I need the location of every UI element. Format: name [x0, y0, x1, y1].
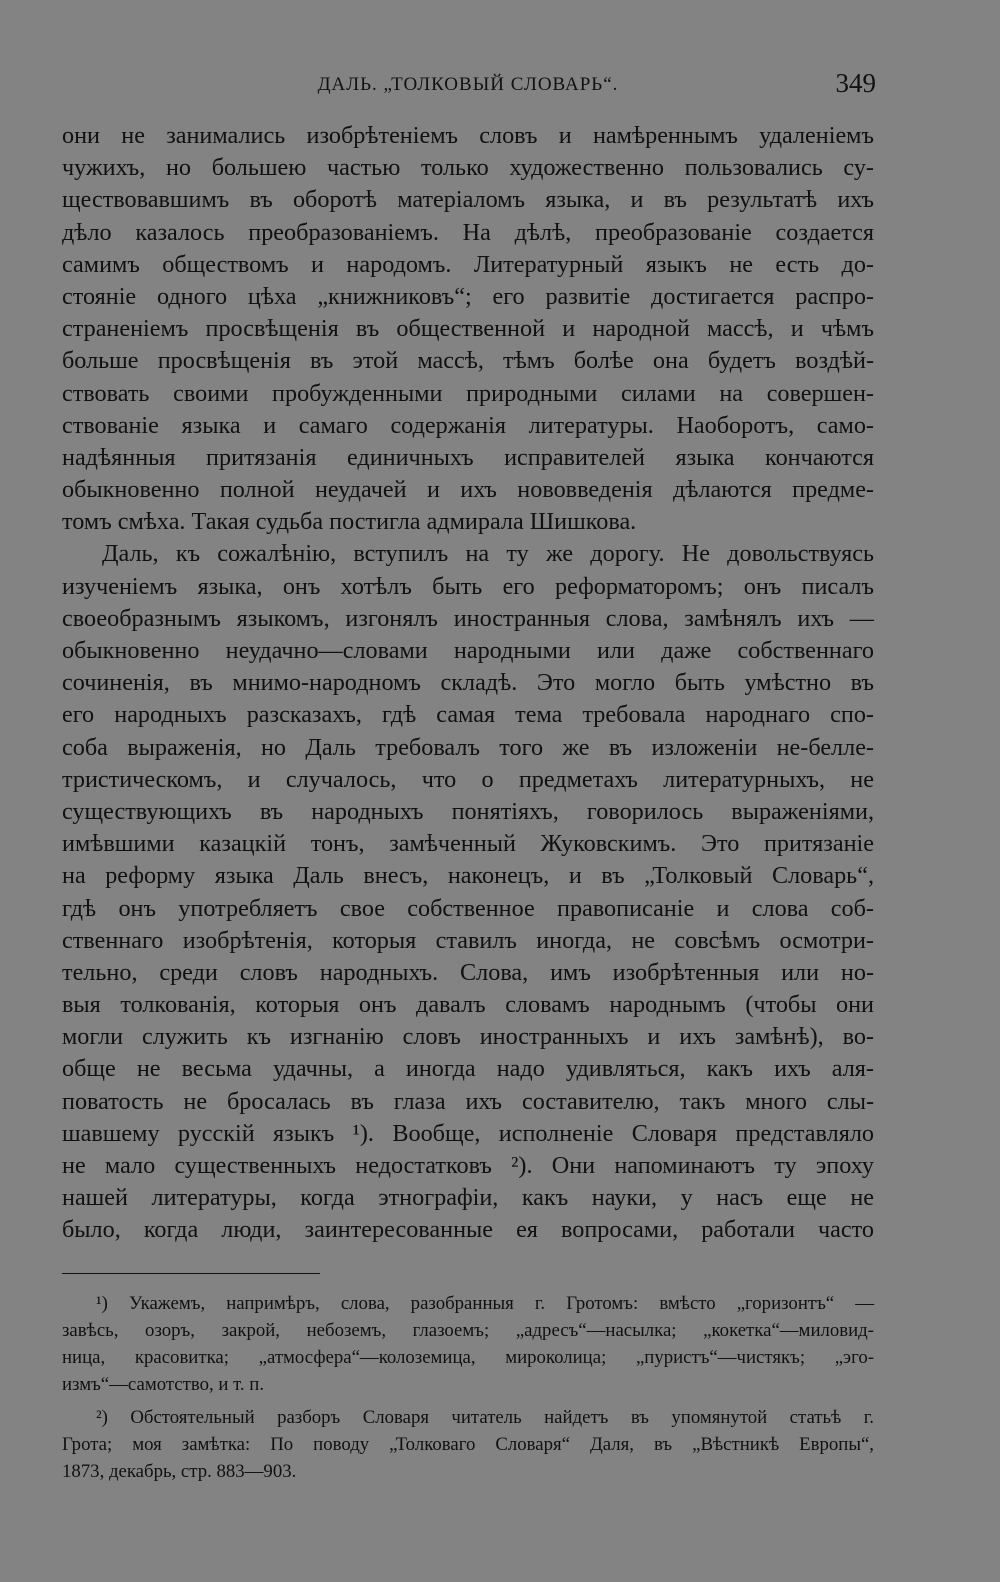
- text-line: ществовавшимъ въ оборотѣ матеріаломъ языка, и въ результатѣ ихъ: [62, 186, 874, 214]
- text-line: имѣвшими казацкій тонъ, замѣченный Жуковскимъ. Это притязаніе: [62, 830, 874, 858]
- text-line: могли служить къ изгнанію словъ иностранныхъ и ихъ замѣнѣ), во-: [62, 1023, 874, 1051]
- text-line: сочиненія, въ мнимо-народномъ складѣ. Это могло быть умѣстно въ: [62, 669, 874, 697]
- body-text: [62, 120, 874, 1247]
- text-line: чужихъ, но большею частью только художественно пользовались су-: [62, 154, 874, 182]
- text-line: изученіемъ языка, онъ хотѣлъ быть его реформаторомъ; онъ писалъ: [62, 572, 874, 600]
- text-line: обще не весьма удачны, а иногда надо удивляться, какъ ихъ аля-: [62, 1055, 874, 1083]
- text-line: выя толкованія, которыя онъ давалъ словамъ народнымъ (чтобы они: [62, 991, 874, 1019]
- footnote-line: ¹) Укажемъ, напримѣръ, слова, разобранныя г. Гротомъ: вмѣсто „горизонтъ“ —: [96, 1292, 874, 1314]
- text-line: больше просвѣщенія въ этой массѣ, тѣмъ болѣе она будетъ воздѣй-: [62, 347, 874, 375]
- text-line: томъ смѣха. Такая судьба постигла адмирала Шишкова.: [62, 508, 637, 536]
- footnote-line: ница, красовитка; „атмосфера“—колоземица, мироколица; „пуристъ“—чистякъ; „эго-: [62, 1346, 874, 1368]
- footnote-2: [62, 1404, 874, 1485]
- text-line: дѣло казалось преобразованіемъ. На дѣлѣ, преобразованіе создается: [62, 218, 874, 246]
- running-head: [62, 62, 874, 106]
- text-line: тристическомъ, и случалось, что о предметахъ литературныхъ, не: [62, 765, 874, 793]
- text-line: не мало существенныхъ недостатковъ ²). Они напоминаютъ ту эпоху: [62, 1152, 874, 1179]
- text-line: стояніе одного цѣха „книжниковъ“; его развитіе достигается распро-: [62, 282, 874, 310]
- text-line: на реформу языка Даль внесъ, наконецъ, и въ „Толковый Словарь“,: [62, 862, 874, 890]
- text-line: Даль, къ сожалѣнію, вступилъ на ту же дорогу. Не довольствуясь: [102, 540, 874, 568]
- text-line: шавшему русскій языкъ ¹). Вообще, исполненіе Словаря представляло: [62, 1119, 874, 1147]
- footnote-line: завѣсь, озоръ, закрой, небоземъ, глазоемъ; „адресъ“—насылка; „кокетка“—миловид-: [62, 1319, 874, 1341]
- footnote-1: [62, 1290, 874, 1398]
- text-line: поватость не бросалась въ глаза ихъ составителю, такъ много слы-: [62, 1087, 874, 1115]
- text-line: ствовать своими пробужденными природными силами на совершен-: [62, 379, 874, 407]
- text-line: нашей литературы, когда этнографіи, какъ науки, у насъ еще не: [62, 1184, 874, 1212]
- page-number: 349: [835, 68, 876, 98]
- text-line: обыкновенно неудачно—словами народными или даже собственнаго: [62, 637, 874, 664]
- text-line: страненіемъ просвѣщенія въ общественной и народной массѣ, и чѣмъ: [62, 315, 874, 343]
- book-page: [62, 62, 874, 1485]
- running-title: ДАЛЬ. „ТОЛКОВЫЙ СЛОВАРЬ“.: [317, 74, 619, 95]
- text-line: тельно, среди словъ народныхъ. Слова, имъ изобрѣтенныя или но-: [62, 958, 874, 986]
- text-line: ственнаго изобрѣтенія, которыя ставилъ иногда, не совсѣмъ осмотри-: [62, 926, 874, 954]
- text-line: было, когда люди, заинтересованные ея вопросами, работали часто: [62, 1216, 874, 1244]
- footnote-line: 1873, декабрь, стр. 883—903.: [62, 1460, 297, 1482]
- footnote-line: Грота; моя замѣтка: По поводу „Толковаго Словаря“ Даля, въ „Вѣстникѣ Европы“,: [62, 1433, 874, 1455]
- text-line: ствованіе языка и самаго содержанія литературы. Наоборотъ, само-: [62, 411, 874, 439]
- text-line: его народныхъ разсказахъ, гдѣ самая тема требовала народнаго спо-: [62, 701, 874, 729]
- footnote-line: ²) Обстоятельный разборъ Словаря читатель найдетъ въ упомянутой статьѣ г.: [96, 1406, 874, 1428]
- text-line: существующихъ въ народныхъ понятіяхъ, говорилось выраженіями,: [62, 797, 874, 825]
- footnote-line: измъ“—самотство, и т. п.: [62, 1373, 265, 1395]
- text-line: обыкновенно полной неудачей и ихъ нововведенія дѣлаются предме-: [62, 476, 874, 504]
- text-line: самимъ обществомъ и народомъ. Литературный языкъ не есть до-: [62, 250, 874, 278]
- text-line: гдѣ онъ употребляетъ свое собственное правописаніе и слова соб-: [62, 894, 874, 922]
- footnote-divider: [62, 1273, 320, 1274]
- text-line: они не занимались изобрѣтеніемъ словъ и намѣреннымъ удаленіемъ: [62, 122, 874, 149]
- footnotes: [62, 1290, 874, 1485]
- text-line: своеобразнымъ языкомъ, изгонялъ иностранныя слова, замѣнялъ ихъ —: [62, 604, 874, 632]
- text-line: надѣянныя притязанія единичныхъ исправителей языка кончаются: [62, 443, 874, 471]
- text-line: соба выраженія, но Даль требовалъ того же въ изложеніи не-белле-: [62, 733, 874, 761]
